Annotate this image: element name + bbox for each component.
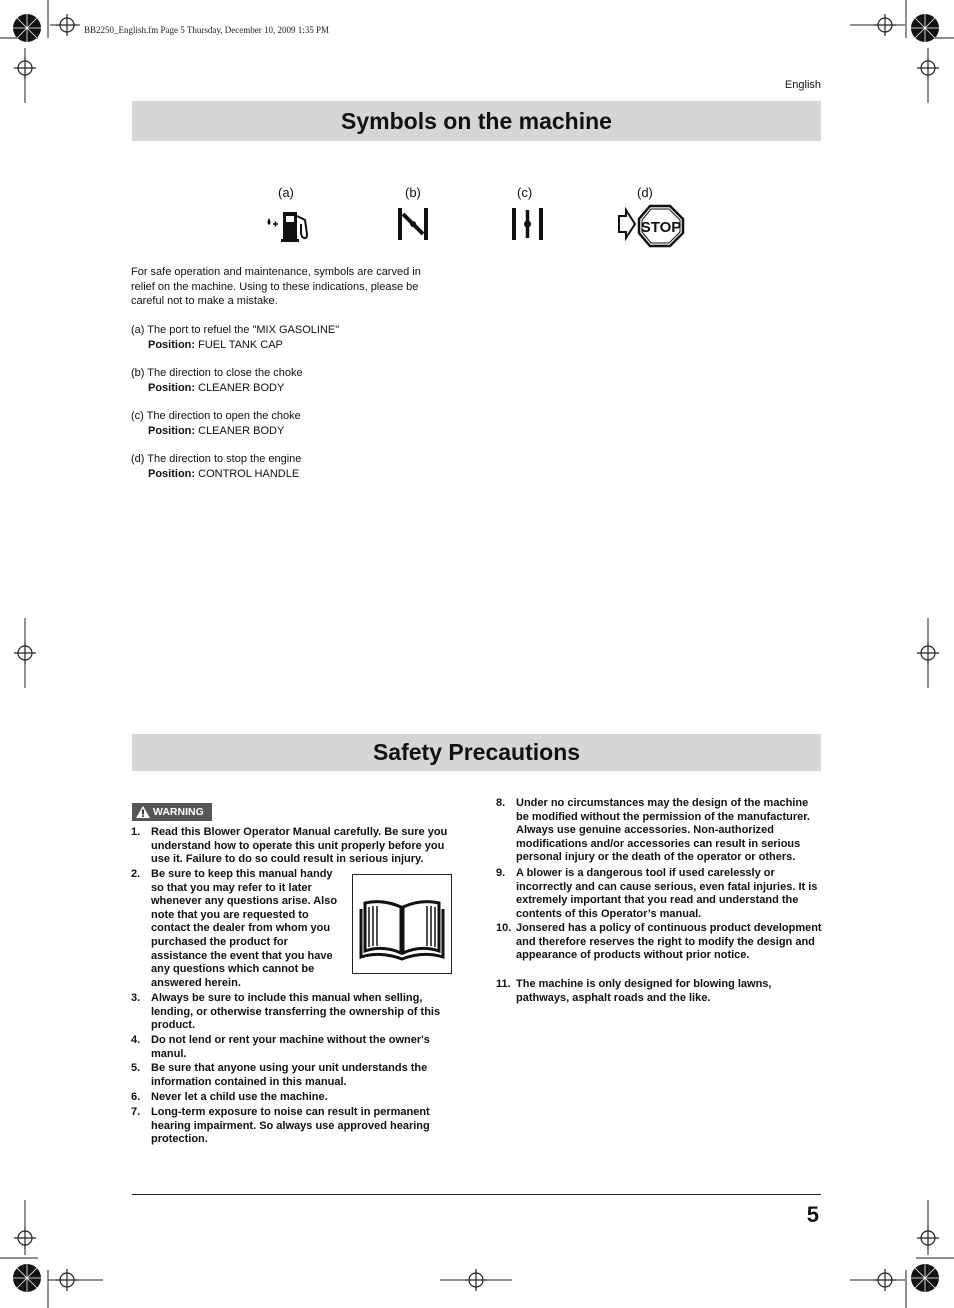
- position-label: Position:: [148, 467, 196, 480]
- position-label: Position:: [148, 424, 196, 437]
- legend-text: (b) The direction to close the choke: [131, 367, 303, 379]
- item-text: Jonsered has a policy of continuous product development and therefore reserves the right to modify the design and appearance of products without prior notice.: [516, 922, 822, 962]
- item-text: Be sure to keep this manual handy so that you may refer to it later whenever any questions arise. Also note that you are requested to contact the dealer from whom you purchased the product for assistance the event that you have any questions which cannot be answered herein.: [151, 868, 338, 989]
- position-value: CLEANER BODY: [198, 424, 285, 437]
- item-text: Read this Blower Operator Manual carefully. Be sure you understand how to operate this unit properly before you use it. Failure to do so could result in serious injury.: [151, 826, 448, 866]
- item-text: Under no circumstances may the design of the machine be modified without the permission of the manufacturer. Always use genuine accessories. Non-authorized modifications and/or accessories can result in serious personal injury or the death of the operator or others.: [516, 797, 810, 864]
- legend-position: [131, 338, 339, 353]
- fuel-pump-icon: [263, 204, 315, 244]
- item-number: 9.: [496, 867, 506, 879]
- symbol-legend-a: [131, 323, 339, 352]
- list-item: [131, 1106, 457, 1147]
- section-title-safety: Safety Precautions: [132, 734, 821, 771]
- choke-open-icon: [510, 204, 546, 244]
- list-item: [131, 826, 457, 867]
- symbol-label-d: (d): [637, 185, 653, 200]
- position-value: FUEL TANK CAP: [198, 338, 283, 351]
- item-text: Do not lend or rent your machine without the owner's manul.: [151, 1034, 430, 1060]
- item-number: 11.: [496, 978, 511, 990]
- footer-rule: [132, 1194, 821, 1195]
- choke-close-icon: [396, 204, 432, 244]
- item-number: 7.: [131, 1106, 141, 1118]
- list-item: [496, 922, 822, 963]
- symbol-legend-c: [131, 409, 301, 438]
- list-item: [131, 1034, 457, 1061]
- warning-label: WARNING: [153, 806, 204, 818]
- item-number: 3.: [131, 992, 141, 1004]
- item-text: Long-term exposure to noise can result in permanent hearing impairment. So always use approved hearing protection.: [151, 1106, 430, 1146]
- position-value: CONTROL HANDLE: [198, 467, 300, 480]
- list-item: [131, 868, 347, 990]
- item-number: 2.: [131, 868, 141, 880]
- open-book-icon: [353, 875, 451, 973]
- item-text: The machine is only designed for blowing lawns, pathways, asphalt roads and the like.: [516, 978, 772, 1004]
- item-number: 4.: [131, 1034, 141, 1046]
- item-text: Never let a child use the machine.: [151, 1091, 328, 1103]
- manual-book-icon: [352, 874, 452, 974]
- position-value: CLEANER BODY: [198, 381, 285, 394]
- warning-triangle-icon: [136, 806, 150, 818]
- item-text: Always be sure to include this manual when selling, lending, or otherwise transferring the ownership of this product.: [151, 992, 441, 1032]
- position-label: Position:: [148, 381, 196, 394]
- symbol-label-c: (c): [517, 185, 533, 200]
- item-number: 8.: [496, 797, 506, 809]
- stop-icon: [617, 204, 685, 248]
- item-number: 5.: [131, 1062, 141, 1074]
- language-label: English: [784, 79, 821, 91]
- stop-icon-text: STOP: [640, 219, 682, 236]
- list-item: [496, 867, 822, 921]
- legend-text: (c) The direction to open the choke: [131, 410, 301, 422]
- legend-position: [131, 467, 301, 482]
- list-item: [496, 978, 822, 1005]
- item-number: 1.: [131, 826, 141, 838]
- symbol-legend-d: [131, 452, 301, 481]
- item-text: A blower is a dangerous tool if used carelessly or incorrectly and can cause serious, even fatal injuries. It is extremely important that you read and understand the contents of this Operator’s manual.: [516, 867, 818, 920]
- warning-badge: [132, 803, 212, 821]
- file-info: BB2250_English.fm Page 5 Thursday, December 10, 2009 1:35 PM: [84, 25, 329, 35]
- item-text: Be sure that anyone using your unit understands the information contained in this manual.: [151, 1062, 428, 1088]
- list-item: [131, 1062, 457, 1089]
- position-label: Position:: [148, 338, 196, 351]
- symbol-legend-b: [131, 366, 303, 395]
- symbol-label-b: (b): [405, 185, 421, 200]
- list-item: [131, 1091, 457, 1105]
- section-title-symbols: Symbols on the machine: [132, 101, 821, 141]
- symbol-label-a: (a): [278, 185, 294, 200]
- legend-text: (a) The port to refuel the "MIX GASOLINE": [131, 324, 340, 336]
- legend-position: [131, 381, 303, 396]
- list-item: [496, 797, 822, 865]
- legend-text: (d) The direction to stop the engine: [131, 453, 302, 465]
- item-number: 10.: [496, 922, 512, 934]
- page-number: 5: [806, 1202, 819, 1227]
- item-number: 6.: [131, 1091, 141, 1103]
- list-item: [131, 992, 457, 1033]
- legend-position: [131, 424, 301, 439]
- symbols-intro: For safe operation and maintenance, symbols are carved in relief on the machine. Using to these indications, please be careful not to make a mistake.: [131, 266, 421, 307]
